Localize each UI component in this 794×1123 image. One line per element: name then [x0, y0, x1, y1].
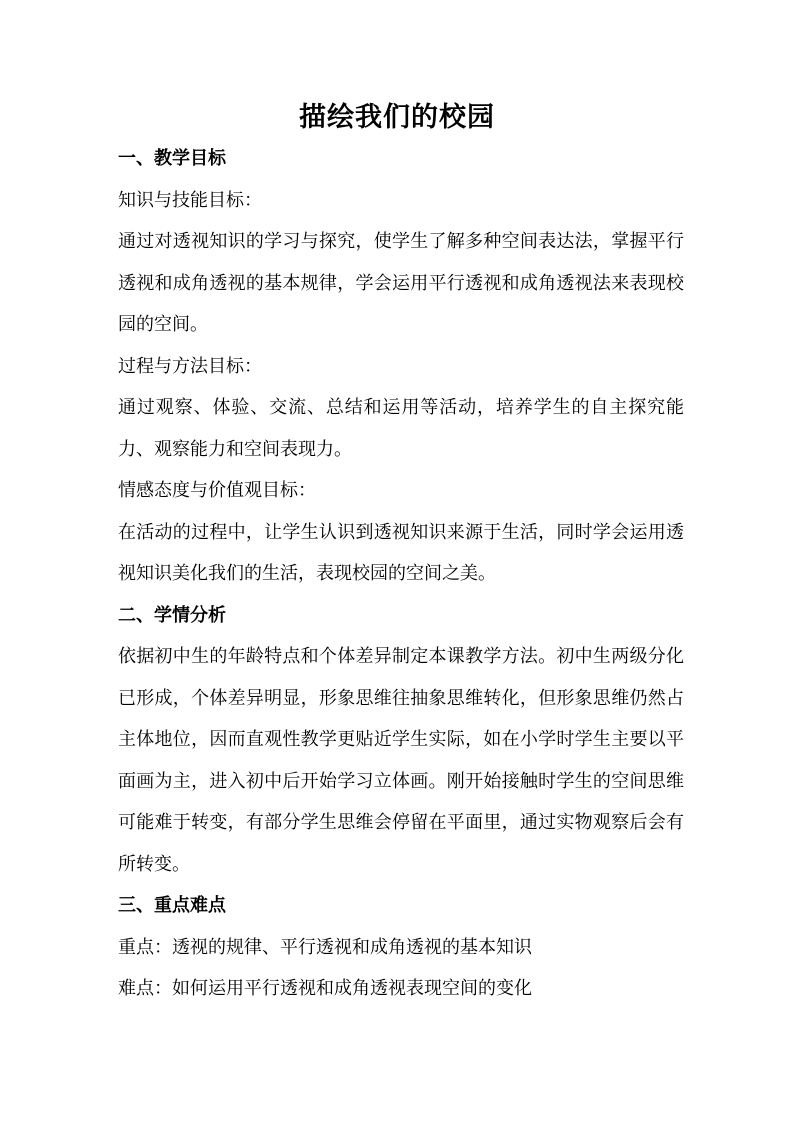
emotion-goal-label: 情感态度与价值观目标：	[118, 480, 316, 501]
document-title: 描绘我们的校园	[299, 102, 495, 133]
difficult-point-text: 难点：如何运用平行透视和成角透视表现空间的变化	[118, 978, 532, 999]
process-goal-label: 过程与方法目标：	[118, 355, 262, 377]
document-body	[118, 138, 684, 1010]
emotion-goal-text: 在活动的过程中，让学生认识到透视知识来源于生活，同时学会运用透视知识美化我们的生活，表现校园的空间之美。	[118, 521, 684, 584]
knowledge-goal-label: 知识与技能目标：	[118, 189, 262, 211]
section-heading-key-points: 三、重点难点	[118, 895, 226, 916]
section-heading-analysis: 二、学情分析	[118, 604, 226, 626]
section-heading-objectives: 一、教学目标	[118, 148, 226, 169]
process-goal-text: 通过观察、体验、交流、总结和运用等活动，培养学生的自主探究能力、观察能力和空间表现力。	[118, 397, 684, 460]
analysis-text: 依据初中生的年龄特点和个体差异制定本课教学方法。初中生两级分化已形成，个体差异明显，形象思维往抽象思维转化，但形象思维仍然占主体地位，因而直观性教学更贴近学生实际，如在小学时学生主要以平面画为主，进入初中后开始学习立体画。刚开始接触时学生的空间思维可能难于转变，有部分学生思维会停留在平面里，通过实物观察后会有所转变。	[118, 646, 684, 875]
key-point-text: 重点：透视的规律、平行透视和成角透视的基本知识	[118, 936, 532, 958]
knowledge-goal-text: 通过对透视知识的学习与探究，使学生了解多种空间表达法，掌握平行透视和成角透视的基本规律，学会运用平行透视和成角透视法来表现校园的空间。	[118, 231, 684, 335]
